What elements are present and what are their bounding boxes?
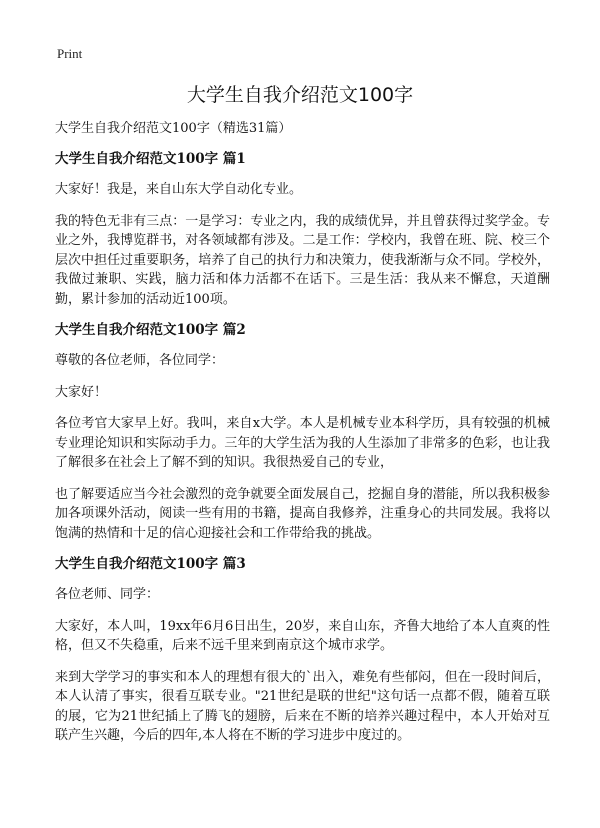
section-2 <box>55 321 550 543</box>
paragraph: 来到大学学习的事实和本人的理想有很大的`出入，难免有些郁闷，但在一段时间后，本人认清了事实，很看互联专业。"21世纪是联的世纪"这句话一点都不假，随着互联的展，它为21世纪插上了腾飞的翅膀，后来在不断的培养兴趣过程中，本人开始对互联产生兴趣，今后的四年,本人将在不断的学习进步中度过的。 <box>55 669 550 743</box>
paragraph: 尊敬的各位老师，各位同学： <box>55 353 225 368</box>
section-heading: 大学生自我介绍范文100字 篇1 <box>55 151 246 167</box>
paragraph: 也了解要适应当今社会激烈的竞争就要全面发展自己，挖掘自身的潜能，所以我积极参加各项课外活动，阅读一些有用的书籍，提高自我修养，注重身心的共同发展。我将以饱满的热情和十足的信心迎接社会和工作带给我的挑战。 <box>55 486 550 541</box>
section-3 <box>55 555 550 746</box>
print-label: Print <box>57 46 83 61</box>
document-subtitle: 大学生自我介绍范文100字（精选31篇） <box>55 121 292 136</box>
paragraph: 我的特色无非有三点：一是学习：专业之内，我的成绩优异，并且曾获得过奖学金。专业之外，我博览群书，对各领域都有涉及。二是工作：学校内，我曾在班、院、校三个层次中担任过重要职务，培养了自己的执行力和决策力，使我渐渐与众不同。学校外，我做过兼职、实践，脑力活和体力活都不在话下。三是生活：我从来不懈怠，天道酬勤，累计参加的活动近100项。 <box>55 213 550 307</box>
document-title: 大学生自我介绍范文100字 <box>186 84 414 106</box>
paragraph: 各位老师、同学： <box>55 587 160 602</box>
paragraph: 各位考官大家早上好。我叫，来自x大学。本人是机械专业本科学历，具有较强的机械专业理论知识和实际动手力。三年的大学生活为我的人生添加了非常多的色彩，也让我了解很多在社会上了解不到的知识。我很热爱自己的专业， <box>55 416 550 470</box>
paragraph: 大家好！ <box>55 384 108 400</box>
section-heading: 大学生自我介绍范文100字 篇2 <box>55 322 246 338</box>
section-heading: 大学生自我介绍范文100字 篇3 <box>55 556 246 572</box>
document-body <box>55 119 550 758</box>
paragraph: 大家好！我是，来自山东大学自动化专业。 <box>55 182 303 197</box>
section-1 <box>55 150 550 309</box>
paragraph: 大家好，本人叫，19xx年6月6日出生，20岁，来自山东，齐鲁大地给了本人直爽的性格，但又不失稳重，后来不远千里来到南京这个城市求学。 <box>55 618 550 653</box>
